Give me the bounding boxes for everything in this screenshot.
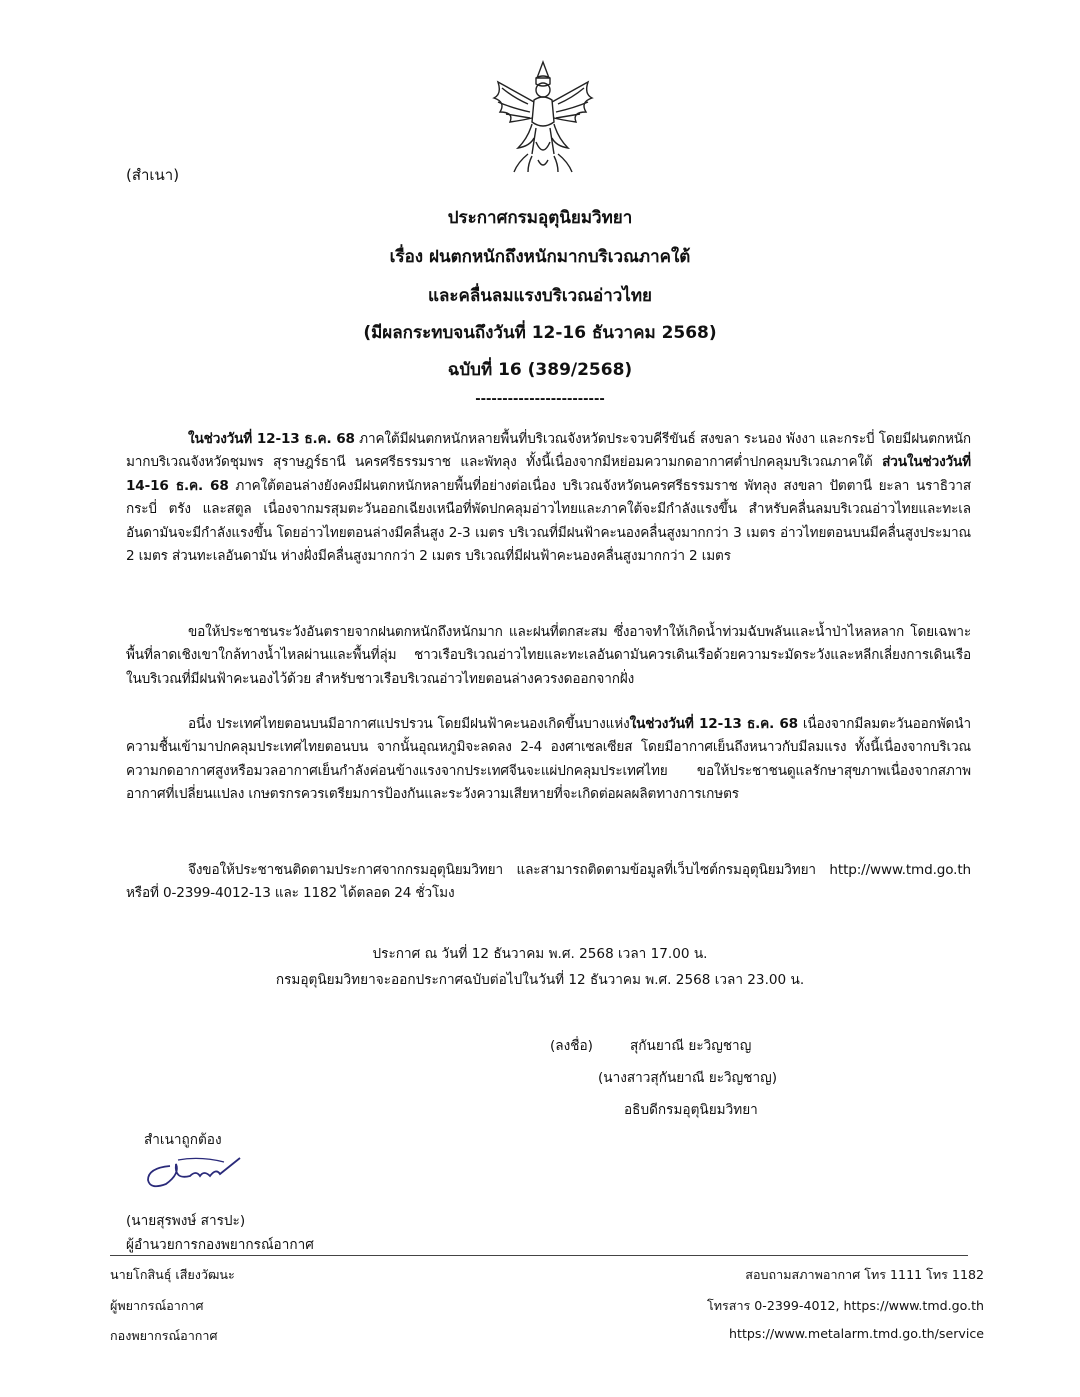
next-issue-date: กรมอุตุนิยมวิทยาจะออกประกาศฉบับต่อไปในวันที่ 12 ธันวาคม พ.ศ. 2568 เวลา 23.00 น. [275, 972, 805, 988]
p3-text-b: เนื่องจากมีลมตะวันออกพัดนำความชื้นเข้ามาปกคลุมประเทศไทยตอนบน จากนั้นอุณหภูมิจะลดลง 2-4 องศาเซลเซียส โดยมีอากาศเย็นถึงหนาวกับมีลมแรง ทั้งนี้เนื่องจากบริเวณความกดอากาศสูงหรือมวลอากาศเย็นกำลังค่อนข้างแรงจากประเทศจีนจะแผ่ปกคลุมประเทศไทย ขอให้ประชาชนดูแลรักษาสุขภาพเนื่องจากสภาพอากาศที่เปลี่ยนแปลง เกษตรกรควรเตรียมการป้องกันและระวังความเสียหายที่จะเกิดต่อผลผลิตทางการเกษตร [126, 716, 971, 803]
title-issue-number: ฉบับที่ 16 (389/2568) [447, 360, 633, 380]
footer-weather-inquiry: สอบถามสภาพอากาศ โทร 1111 โทร 1182 [745, 1267, 984, 1282]
paragraph-3 [126, 713, 971, 807]
handwritten-signature-icon [140, 1152, 250, 1194]
footer-metalarm-link[interactable]: https://www.metalarm.tmd.go.th/service [729, 1326, 984, 1341]
signed-name: สุกันยาณี ยะวิญชาญ [630, 1038, 752, 1054]
footer-fax-website[interactable]: โทรสาร 0-2399-4012, https://www.tmd.go.th [706, 1298, 984, 1313]
p3-text-a: อนึ่ง ประเทศไทยตอนบนมีอากาศแปรปรวน โดยมีฝนฟ้าคะนองเกิดขึ้นบางแห่ง [188, 716, 630, 732]
title-subject: เรื่อง ฝนตกหนักถึงหนักมากบริเวณภาคใต้ [389, 247, 691, 267]
copy-label: (สำเนา) [126, 166, 180, 184]
p1-text-a: ภาคใต้มีฝนตกหนักหลายพื้นที่บริเวณจังหวัดประจวบคีรีขันธ์ สงขลา ระนอง พังงา และกระบี่ โดยมีฝนตกหนักมากบริเวณจังหวัดชุมพร สุราษฎร์ธานี นครศรีธรรมราช และพัทลุง ทั้งนี้เนื่องจากมีหย่อมความกดอากาศต่ำปกคลุมบริเวณภาคใต้ [126, 431, 971, 471]
footer-divider [110, 1255, 968, 1256]
footer-left-line-2: ผู้พยากรณ์อากาศ [110, 1298, 204, 1313]
footer-left-line-1: นายโกสินธุ์ เสียงวัฒนะ [110, 1267, 235, 1282]
garuda-emblem-icon [488, 58, 598, 176]
p3-bold-a: ในช่วงวันที่ 12-13 ธ.ค. 68 [629, 716, 798, 732]
p2-text: ขอให้ประชาชนระวังอันตรายจากฝนตกหนักถึงหนักมาก และฝนที่ตกสะสม ซึ่งอาจทำให้เกิดน้ำท่วมฉับพลันและน้ำป่าไหลหลาก โดยเฉพาะพื้นที่ลาดเชิงเขาใกล้ทางน้ำไหลผ่านและพื้นที่ลุ่ม ชาวเรือบริเวณอ่าวไทยและทะเลอันดามันควรเดินเรือด้วยความระมัดระวังและหลีกเลี่ยงการเดินเรือในบริเวณที่มีฝนฟ้าคะนองไว้ด้วย สำหรับชาวเรือบริเวณอ่าวไทยตอนล่างควรงดออกจากฝั่ง [126, 624, 971, 687]
p1-bold-b: ส่วนในช่วงวันที่ 14-16 ธ.ค. 68 [126, 454, 971, 494]
title-divider: ------------------------ [475, 392, 605, 407]
certified-label: สำเนาถูกต้อง [144, 1132, 222, 1148]
paragraph-4 [126, 859, 971, 906]
issued-date: ประกาศ ณ วันที่ 12 ธันวาคม พ.ศ. 2568 เวลา 17.00 น. [372, 946, 708, 962]
title-subject-cont: และคลื่นลมแรงบริเวณอ่าวไทย [428, 286, 652, 306]
signed-label: (ลงชื่อ) [550, 1038, 593, 1054]
paragraph-2 [126, 621, 971, 691]
p4-text: จึงขอให้ประชาชนติดตามประกาศจากกรมอุตุนิยมวิทยา และสามารถติดตามข้อมูลที่เว็บไซต์กรมอุตุนิยมวิทยา http://www.tmd.go.th หรือที่ 0-2399-4012-13 และ 1182 ได้ตลอด 24 ชั่วโมง [126, 862, 971, 902]
signatory-position: อธิบดีกรมอุตุนิยมวิทยา [624, 1102, 758, 1118]
p1-text-b: ภาคใต้ตอนล่างยังคงมีฝนตกหนักหลายพื้นที่อย่างต่อเนื่อง บริเวณจังหวัดนครศรีธรรมราช พัทลุง สงขลา ปัตตานี ยะลา นราธิวาส กระบี่ ตรัง และสตูล เนื่องจากมรสุมตะวันออกเฉียงเหนือที่พัดปกคลุมอ่าวไทยและภาคใต้จะมีกำลังแรงขึ้น สำหรับคลื่นลมบริเวณอ่าวไทยและทะเลอันดามันจะมีกำลังแรงขึ้น โดยอ่าวไทยตอนล่างมีคลื่นสูง 2-3 เมตร บริเวณที่มีฝนฟ้าคะนองคลื่นสูงมากกว่า 3 เมตร อ่าวไทยตอนบนมีคลื่นสูงประมาณ 2 เมตร ส่วนทะเลอันดามัน ห่างฝั่งมีคลื่นสูงมากกว่า 2 เมตร บริเวณที่มีฝนฟ้าคะนองคลื่นสูงมากกว่า 2 เมตร [126, 477, 971, 565]
title-heading: ประกาศกรมอุตุนิยมวิทยา [447, 208, 633, 228]
footer-left-line-3: กองพยากรณ์อากาศ [110, 1328, 218, 1343]
certified-name: (นายสุรพงษ์ สารปะ) [126, 1213, 246, 1229]
p1-bold-a: ในช่วงวันที่ 12-13 ธ.ค. 68 [188, 431, 355, 447]
signatory-full-name: (นางสาวสุกันยาณี ยะวิญชาญ) [598, 1070, 778, 1086]
paragraph-1 [126, 428, 971, 568]
title-effective-date: (มีผลกระทบจนถึงวันที่ 12-16 ธันวาคม 2568) [363, 323, 717, 343]
certified-position: ผู้อำนวยการกองพยากรณ์อากาศ [126, 1237, 314, 1253]
